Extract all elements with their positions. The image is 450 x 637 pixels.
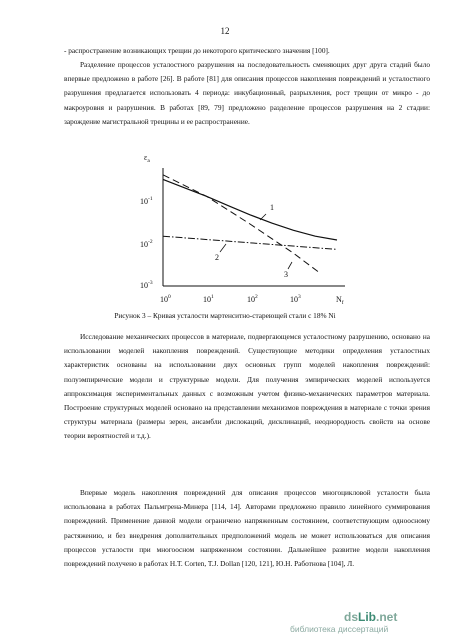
curve-2 — [163, 236, 337, 249]
y-axis-label: $\varepsilon_a$ — [144, 153, 150, 164]
curve-label-3: 3 — [284, 270, 288, 279]
x-axis-label: $N_f$ — [336, 295, 344, 306]
curve-1 — [163, 179, 337, 240]
figure-caption: Рисунок 3 – Кривая усталости мартенситно-стареющей стали с 18% Ni — [114, 311, 336, 320]
watermark-subtitle: библиотека диссертаций — [290, 624, 389, 634]
page-number: 12 — [220, 26, 230, 36]
fatigue-curve-chart — [130, 148, 360, 310]
paragraph-intro-line: - распространение возникающих трещин до некоторого критического значения [100]. — [64, 46, 330, 55]
curve-label-1: 1 — [270, 203, 274, 212]
y-tick-label: $10^{-2}$ — [140, 239, 153, 249]
paragraph-models: Исследование механических процессов в материале, подвергающемся усталостному разрушению, основано на использовании моделей накопления повреждений. Существующие методики определения усталостных характеристик основаны на использовании двух основных групп моделей накопления повреждений: полуэмпирические модели и структурные модели. Для получения эмпирических моделей используется аппроксимация экспериментальных данных с возможным учетом физико-механических параметров материала. Построение структурных моделей основано на представлении механизмов повреждения в материале с точки зрения структуры материала (размеры зерен, ансамбли дислокаций, дисклинаций, неоднородность свойств на основе теории вероятностей и т.д.). — [64, 332, 430, 441]
x-tick-label: $10^2$ — [247, 294, 258, 304]
watermark-logo: dsLib.net — [344, 610, 398, 624]
paragraph-stages: Разделение процессов усталостного разрушения на последовательность сменяющих друг друга стадий было впервые предложено в работе [26]. В работе [81] для описания процессов накопления повреждений и усталостного разрушения предлагается использовать 4 периода: инкубационный, разрыхления, рост трещин от микро - до макроуровня и разрушения. В работах [89, 79] предложено разделение процессов разрушения на 2 стадии: зарождение магистральной трещины и ее распространение. — [64, 60, 430, 126]
x-tick-label: $10^3$ — [290, 294, 301, 304]
curve-3 — [163, 175, 320, 273]
x-tick-label: $10^0$ — [160, 294, 171, 304]
y-tick-label: $10^{-1}$ — [140, 196, 153, 206]
x-tick-label: $10^1$ — [203, 294, 214, 304]
paragraph-palmgren: Впервые модель накопления повреждений для описания процессов многоцикловой усталости была использована в работах Пальмгрена-Минера [114, 14]. Авторами предложено правило линейного суммирования повреждений. Применение данной модели ограничено напряженным состоянием, соответствующим одноосному растяжению, и без внедрения дополнительных предположений модель не может использоваться для описания процессов усталости при многоосном напряженном состоянии. Дальнейшее развитие модели накопления повреждений получено в работах H.T. Corten, T.J. Dollan [120, 121], Ю.Н. Работнова [104], Л. — [64, 488, 430, 569]
y-tick-label: $10^{-3}$ — [140, 280, 153, 290]
curve-label-2: 2 — [215, 253, 219, 262]
